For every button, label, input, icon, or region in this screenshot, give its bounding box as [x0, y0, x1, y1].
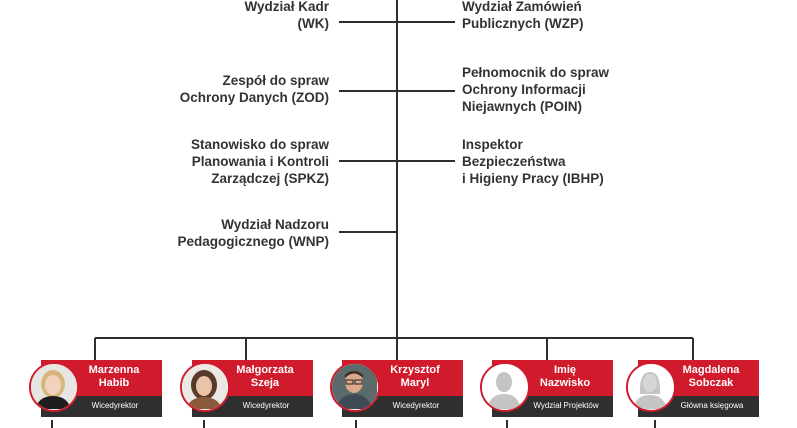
unit-wydzial-zamowien: Wydział Zamówień Publicznych (WZP)	[462, 0, 584, 31]
person-card[interactable]	[626, 360, 759, 417]
unit-pelnomocnik-poin: Pełnomocnik do spraw Ochrony Informacji Niejawnych (POIN)	[462, 65, 610, 114]
person-name: Marzenna Habib	[88, 364, 140, 389]
person-name: Magdalena Sobczak	[682, 364, 740, 389]
person-card[interactable]	[330, 360, 463, 417]
unit-wydzial-kadr: Wydział Kadr (WK)	[244, 0, 329, 31]
placeholder-female-avatar	[626, 362, 676, 412]
person-card[interactable]	[480, 360, 613, 417]
person-name: Imię Nazwisko	[539, 364, 591, 389]
person-name: Małgorzata Szeja	[236, 364, 294, 389]
person-role: Wicedyrektor	[392, 401, 440, 410]
unit-zespol-ochrony-danych: Zespół do spraw Ochrony Danych (ZOD)	[179, 73, 329, 105]
person-role: Wicedyrektor	[91, 401, 139, 410]
woman-dark-hair-photo	[180, 362, 230, 412]
woman-blonde-photo	[29, 362, 79, 412]
person-role: Wydział Projektów	[533, 401, 599, 410]
man-glasses-photo	[330, 362, 380, 412]
unit-inspektor-bhp: Inspektor Bezpieczeństwa i Higieny Pracy (IBHP)	[462, 137, 604, 186]
person-card[interactable]	[180, 360, 313, 417]
unit-wydzial-nadzoru: Wydział Nadzoru Pedagogicznego (WNP)	[177, 217, 329, 249]
person-card[interactable]	[29, 360, 162, 417]
unit-stanowisko-planowania: Stanowisko do spraw Planowania i Kontroli Zarządczej (SPKZ)	[190, 137, 329, 186]
person-role: Główna księgowa	[680, 401, 744, 410]
person-name: Krzysztof Maryl	[390, 364, 440, 389]
person-role: Wicedyrektor	[242, 401, 290, 410]
placeholder-male-avatar	[480, 362, 530, 412]
